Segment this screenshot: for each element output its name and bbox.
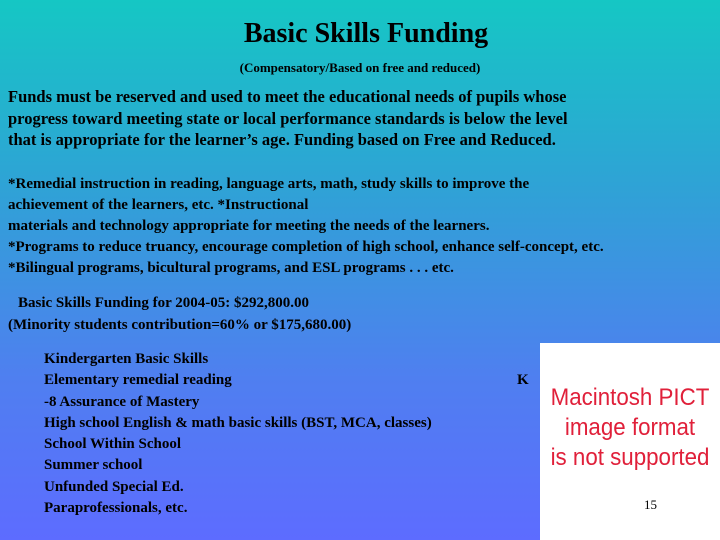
bullet-line: materials and technology appropriate for meeting the needs of the learners. <box>8 218 490 234</box>
program-k-label: K <box>517 372 529 389</box>
program-item: Unfunded Special Ed. <box>44 478 184 495</box>
bullet-line: *Programs to reduce truancy, encourage completion of high school, enhance self-concept, etc. <box>8 239 604 255</box>
unsupported-image-placeholder <box>540 343 720 540</box>
program-item: Paraprofessionals, etc. <box>44 500 188 517</box>
unsupported-image-message-line: image format <box>564 414 696 441</box>
program-item: High school English & math basic skills (BST, MCA, classes) <box>44 414 432 431</box>
intro-line: progress toward meeting state or local performance standards is below the level <box>8 108 568 128</box>
intro-line: Funds must be reserved and used to meet the educational needs of pupils whose <box>8 87 567 106</box>
bullet-line: *Bilingual programs, bicultural programs, and ESL programs . . . etc. <box>8 260 454 276</box>
funding-amount: Basic Skills Funding for 2004-05: $292,800.00 <box>18 295 310 311</box>
program-item-label: Elementary remedial reading <box>44 372 232 389</box>
slide-title: Basic Skills Funding <box>243 18 489 49</box>
unsupported-image-message-line: is not supported <box>550 444 710 471</box>
program-item: -8 Assurance of Mastery <box>44 393 200 410</box>
bullet-line-right: *Instructional <box>217 197 309 213</box>
program-item <box>44 370 544 391</box>
slide-subtitle: (Compensatory/Based on free and reduced) <box>239 60 481 75</box>
bullet-line <box>8 195 720 216</box>
bullet-line: *Remedial instruction in reading, language arts, math, study skills to improve the <box>8 176 530 192</box>
funding-summary <box>8 292 351 336</box>
page-number: 15 <box>644 497 657 512</box>
program-item: Summer school <box>44 457 143 474</box>
program-item: Kindergarten Basic Skills <box>44 351 209 367</box>
program-item: School Within School <box>44 436 181 453</box>
unsupported-image-message-line: Macintosh PICT <box>550 384 710 411</box>
program-list <box>44 349 544 519</box>
allowable-uses-list <box>8 174 720 279</box>
unsupported-image-message <box>546 383 713 473</box>
bullet-line-left: achievement of the learners, etc. <box>8 197 214 213</box>
minority-contribution: (Minority students contribution=60% or $175,680.00) <box>8 317 352 333</box>
intro-line: that is appropriate for the learner’s age. Funding based on Free and Reduced. <box>8 130 556 149</box>
intro-paragraph <box>8 86 720 151</box>
